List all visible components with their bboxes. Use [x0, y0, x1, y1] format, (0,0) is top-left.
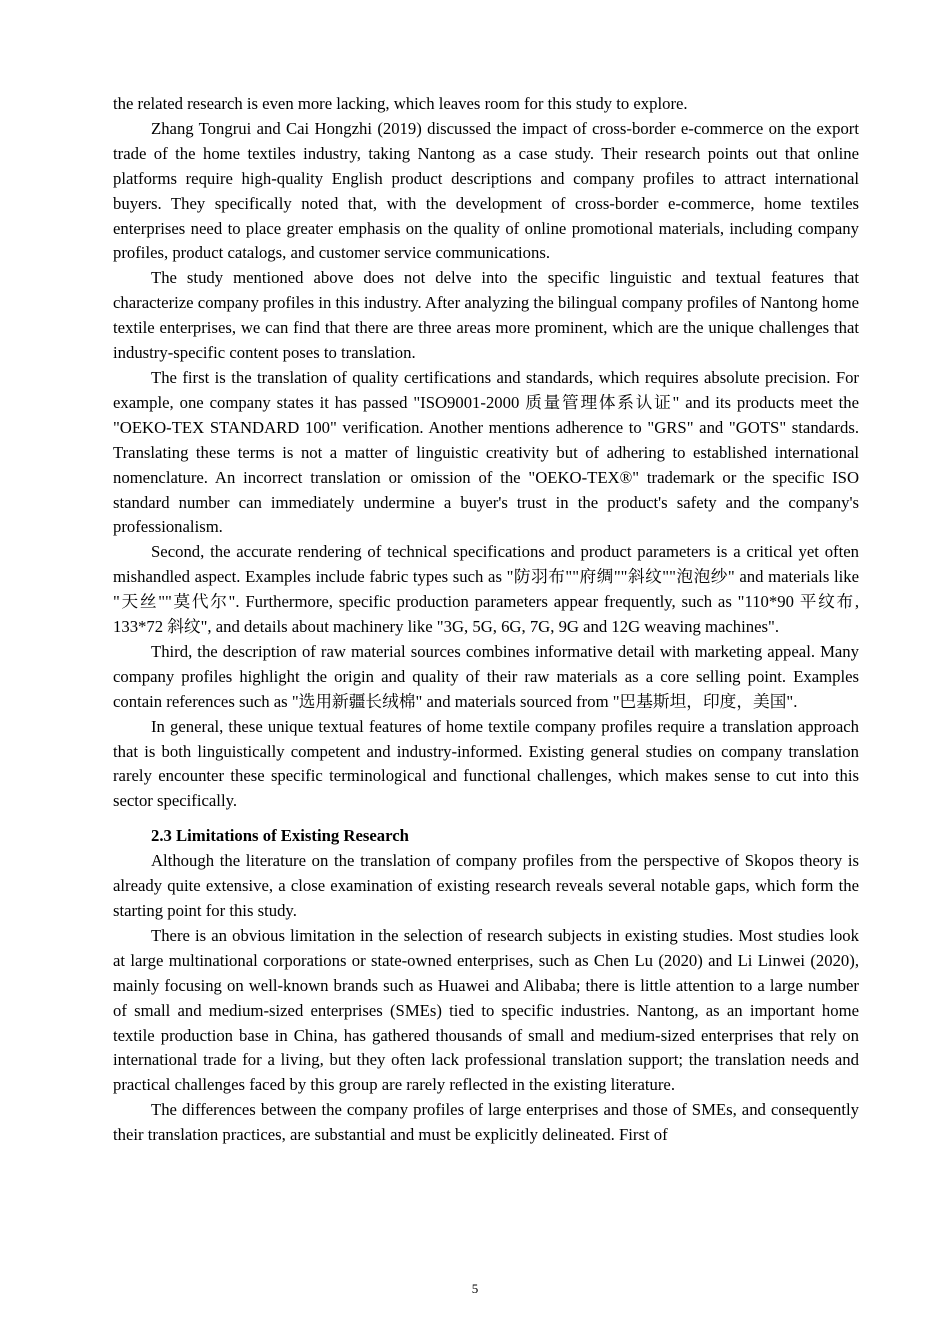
paragraph-summary: In general, these unique textual features of home textile company profiles require a translation approach that is both linguistically competent and industry-informed. Existing general studies on company translation rarely encounter these specific terminological and functional challenges, which makes sense to cut into this sector specifically. [113, 716, 859, 811]
section-heading: 2.3 Limitations of Existing Research [151, 826, 409, 846]
paragraph-research-subjects: There is an obvious limitation in the selection of research subjects in existing studies. Most studies look at large multinational corporations or state-owned enterprises, such as Chen Lu (2020) and Li Linwei (2020), mainly focusing on well-known brands such as Huawei and Alibaba; there is little attention to a large number of small and medium-sized enterprises (SMEs) tied to specific industries. Nantong, as an important home textile production base in China, has gathered thousands of small and medium-sized enterprises that rely on international trade for a living, but they often lack professional translation support; the translation needs and practical challenges faced by this group are rarely reflected in the existing literature. [113, 925, 859, 1095]
document-page [113, 92, 859, 1148]
paragraph-differences: The differences between the company profiles of large enterprises and those of SMEs, and consequently their translation practices, are substantial and must be explicitly delineated. First of [113, 1100, 859, 1145]
paragraph-certifications: The first is the translation of quality certifications and standards, which requires absolute precision. For example, one company states it has passed "ISO9001-2000 质量管理体系认证" and its products meet the "OEKO-TEX STANDARD 100" verification. Another mentions adherence to "GRS" and "GOTS" standards. Translating these terms is not a matter of linguistic creativity but of adhering to established international nomenclature. An incorrect translation or omission of the "OEKO-TEX®" trademark or the specific ISO standard number can immediately undermine a buyer's trust in the product's safety and the company's professionalism. [113, 367, 859, 537]
paragraph-continuation: the related research is even more lacking, which leaves room for this study to explore. [113, 94, 688, 113]
paragraph-study-gap: The study mentioned above does not delve into the specific linguistic and textual features that characterize company profiles in this industry. After analyzing the bilingual company profiles of Nantong home textile enterprises, we can find that there are three areas more prominent, which are the unique challenges that industry-specific content poses to translation. [113, 268, 859, 363]
page-number: 5 [471, 1281, 479, 1296]
paragraph-technical-specs: Second, the accurate rendering of technical specifications and product parameters is a critical yet often mishandled aspect. Examples include fabric types such as "防羽布""府绸""斜纹""泡泡纱" and materials like "天丝""莫代尔". Furthermore, specific production parameters appear frequently, such as "110*90 平纹布, 133*72 斜纹", and details about machinery like "3G, 5G, 6G, 7G, 9G and 12G weaving machines". [113, 542, 859, 637]
paragraph-literature-gaps: Although the literature on the translation of company profiles from the perspective of Skopos theory is already quite extensive, a close examination of existing research reveals several notable gaps, which form the starting point for this study. [113, 851, 859, 920]
paragraph-raw-materials: Third, the description of raw material sources combines informative detail with marketing appeal. Many company profiles highlight the origin and quality of their raw materials as a core selling point. Examples contain references such as "选用新疆长绒棉" and materials sourced from "巴基斯坦，印度，美国". [113, 641, 859, 711]
paragraph-zhang-cai: Zhang Tongrui and Cai Hongzhi (2019) discussed the impact of cross-border e-commerce on the export trade of the home textiles industry, taking Nantong as a case study. Their research points out that online platforms require high-quality English product descriptions and company profiles to attract international buyers. They specifically noted that, with the development of cross-border e-commerce, home textiles enterprises need to place greater emphasis on the quality of online promotional materials, including company profiles, product catalogs, and customer service communications. [113, 118, 859, 263]
